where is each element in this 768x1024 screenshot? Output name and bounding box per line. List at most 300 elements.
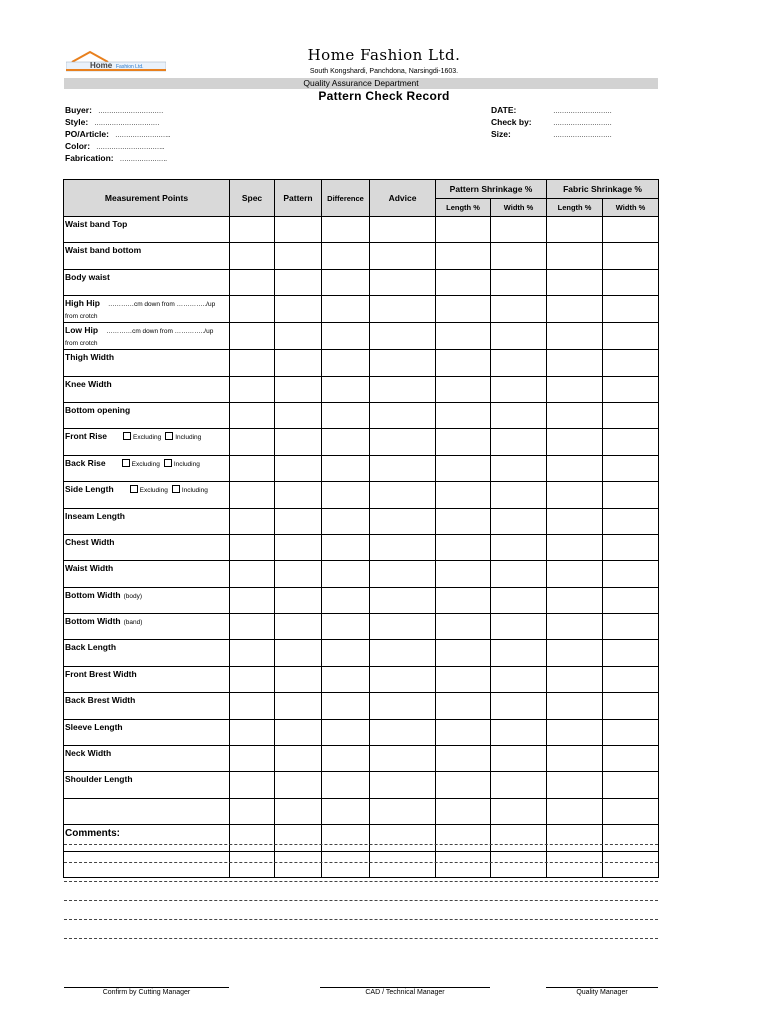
pattern-width-cell[interactable] — [491, 719, 547, 745]
pattern-length-cell[interactable] — [436, 402, 491, 428]
pattern-cell[interactable] — [275, 217, 322, 243]
excluding-label: Excluding — [133, 434, 162, 442]
spec-cell[interactable] — [230, 851, 275, 877]
quality-manager-signature-line[interactable] — [546, 987, 658, 988]
check-by-value: ……………………… — [553, 120, 612, 127]
fabric-length-cell[interactable] — [547, 666, 603, 692]
pattern-cell[interactable] — [275, 587, 322, 613]
difference-cell[interactable] — [322, 719, 370, 745]
svg-text:Home: Home — [90, 61, 113, 70]
page-title: Pattern Check Record — [318, 89, 450, 103]
fabric-width-cell[interactable] — [603, 243, 659, 269]
difference-cell[interactable] — [322, 825, 370, 851]
date-field[interactable] — [491, 104, 612, 116]
measurement-table — [63, 179, 659, 878]
pattern-cell[interactable] — [275, 482, 322, 508]
fabric-width-cell[interactable] — [603, 269, 659, 295]
pattern-cell[interactable] — [275, 508, 322, 534]
fabric-length-cell[interactable] — [547, 482, 603, 508]
svg-text:Fashion Ltd.: Fashion Ltd. — [116, 64, 144, 70]
fabric-length-cell[interactable] — [547, 455, 603, 481]
difference-cell[interactable] — [322, 429, 370, 455]
measurement-point-label: Waist band bottom — [65, 245, 142, 256]
measurement-point-cell — [64, 561, 230, 587]
spec-cell[interactable] — [230, 269, 275, 295]
difference-cell[interactable] — [322, 640, 370, 666]
fabrication-label: Fabrication: — [65, 153, 114, 163]
header-difference: Difference — [322, 180, 370, 217]
spec-cell[interactable] — [230, 719, 275, 745]
pattern-cell[interactable] — [275, 455, 322, 481]
pattern-cell[interactable] — [275, 825, 322, 851]
measurement-point-cell — [64, 482, 230, 508]
comment-line[interactable] — [64, 844, 658, 845]
pattern-cell[interactable] — [275, 323, 322, 350]
spec-cell[interactable] — [230, 534, 275, 560]
measurement-point-cell — [64, 429, 230, 455]
pattern-length-cell[interactable] — [436, 534, 491, 560]
including-label: Including — [175, 434, 202, 442]
pattern-length-cell[interactable] — [436, 719, 491, 745]
measurement-point-label: Back Length — [65, 642, 117, 653]
pattern-width-cell[interactable] — [491, 693, 547, 719]
fabric-length-cell[interactable] — [547, 719, 603, 745]
difference-cell[interactable] — [322, 269, 370, 295]
pattern-length-cell[interactable] — [436, 243, 491, 269]
fabric-length-cell[interactable] — [547, 376, 603, 402]
spec-cell[interactable] — [230, 561, 275, 587]
pattern-width-cell[interactable] — [491, 217, 547, 243]
fabric-length-cell[interactable] — [547, 217, 603, 243]
spec-cell[interactable] — [230, 614, 275, 640]
pattern-length-cell[interactable] — [436, 640, 491, 666]
advice-cell[interactable] — [370, 429, 436, 455]
advice-cell[interactable] — [370, 350, 436, 376]
measurement-point-label: Chest Width — [65, 536, 115, 547]
fabric-length-cell[interactable] — [547, 614, 603, 640]
spec-cell[interactable] — [230, 640, 275, 666]
fabric-length-cell[interactable] — [547, 772, 603, 798]
comment-line[interactable] — [64, 881, 658, 882]
check-by-field[interactable] — [491, 116, 612, 128]
cutting-manager-signature-line[interactable] — [64, 987, 229, 988]
fabric-width-cell[interactable] — [603, 402, 659, 428]
excluding-checkbox[interactable] — [123, 432, 131, 440]
quality-manager-label: Quality Manager — [576, 989, 628, 996]
fabric-width-cell[interactable] — [603, 719, 659, 745]
including-checkbox[interactable] — [172, 485, 180, 493]
measurement-point-cell — [64, 217, 230, 243]
measurement-point-cell — [64, 772, 230, 798]
table-row — [64, 376, 659, 402]
fabric-length-cell[interactable] — [547, 640, 603, 666]
spec-cell[interactable] — [230, 429, 275, 455]
pattern-length-cell[interactable] — [436, 587, 491, 613]
color-field[interactable] — [65, 140, 170, 152]
pattern-length-cell[interactable] — [436, 376, 491, 402]
pattern-length-cell[interactable] — [436, 296, 491, 323]
fabric-length-cell[interactable] — [547, 269, 603, 295]
style-field[interactable] — [65, 116, 170, 128]
pattern-width-cell[interactable] — [491, 825, 547, 851]
pattern-length-cell[interactable] — [436, 429, 491, 455]
pattern-cell[interactable] — [275, 402, 322, 428]
difference-cell[interactable] — [322, 455, 370, 481]
fabric-width-cell[interactable] — [603, 323, 659, 350]
including-label: Including — [173, 460, 200, 468]
pattern-cell[interactable] — [275, 534, 322, 560]
table-row — [64, 587, 659, 613]
fabric-length-cell[interactable] — [547, 296, 603, 323]
header-spec: Spec — [230, 180, 275, 217]
advice-cell[interactable] — [370, 640, 436, 666]
measurement-point-label: Inseam Length — [65, 510, 125, 521]
fabric-width-cell[interactable] — [603, 296, 659, 323]
spec-cell[interactable] — [230, 482, 275, 508]
date-label: DATE: — [491, 105, 517, 115]
pattern-width-cell[interactable] — [491, 587, 547, 613]
spec-cell[interactable] — [230, 508, 275, 534]
spec-cell[interactable] — [230, 323, 275, 350]
measurement-point-cell — [64, 719, 230, 745]
including-checkbox[interactable] — [165, 432, 173, 440]
pattern-width-cell[interactable] — [491, 851, 547, 877]
advice-cell[interactable] — [370, 402, 436, 428]
pattern-width-cell[interactable] — [491, 640, 547, 666]
pattern-width-cell[interactable] — [491, 534, 547, 560]
buyer-label: Buyer: — [65, 105, 92, 115]
fabric-width-cell[interactable] — [603, 851, 659, 877]
spec-cell[interactable] — [230, 772, 275, 798]
table-row — [64, 269, 659, 295]
pattern-width-cell[interactable] — [491, 508, 547, 534]
spec-cell[interactable] — [230, 402, 275, 428]
pattern-width-cell[interactable] — [491, 350, 547, 376]
difference-cell[interactable] — [322, 614, 370, 640]
pattern-cell[interactable] — [275, 746, 322, 772]
color-value: ………………………….. — [96, 144, 164, 151]
advice-cell[interactable] — [370, 376, 436, 402]
pattern-width-cell[interactable] — [491, 323, 547, 350]
advice-cell[interactable] — [370, 614, 436, 640]
style-value: ………………………… — [94, 120, 160, 127]
measurement-point-label: Bottom opening — [65, 404, 131, 415]
buyer-field[interactable] — [65, 104, 170, 116]
rise-options — [130, 485, 212, 496]
difference-cell[interactable] — [322, 402, 370, 428]
advice-cell[interactable] — [370, 666, 436, 692]
measurement-point-cell — [64, 798, 230, 824]
comment-line[interactable] — [64, 862, 658, 863]
spec-cell[interactable] — [230, 798, 275, 824]
spec-cell[interactable] — [230, 746, 275, 772]
advice-cell[interactable] — [370, 719, 436, 745]
po-article-label: PO/Article: — [65, 129, 109, 139]
fabric-width-cell[interactable] — [603, 561, 659, 587]
pattern-length-cell[interactable] — [436, 217, 491, 243]
fabric-length-cell[interactable] — [547, 746, 603, 772]
fabric-width-cell[interactable] — [603, 825, 659, 851]
fabric-length-cell[interactable] — [547, 429, 603, 455]
measurement-point-label: Waist Width — [65, 563, 114, 574]
including-label: Including — [181, 487, 208, 495]
fabric-length-cell[interactable] — [547, 798, 603, 824]
advice-cell[interactable] — [370, 746, 436, 772]
spec-cell[interactable] — [230, 825, 275, 851]
fabric-length-cell[interactable] — [547, 243, 603, 269]
pattern-width-cell[interactable] — [491, 269, 547, 295]
fabric-width-cell[interactable] — [603, 666, 659, 692]
measurement-point-cell — [64, 693, 230, 719]
advice-cell[interactable] — [370, 243, 436, 269]
fabric-length-cell[interactable] — [547, 508, 603, 534]
measurement-point-label: Side Length — [65, 484, 114, 495]
difference-cell[interactable] — [322, 587, 370, 613]
fabric-length-cell[interactable] — [547, 825, 603, 851]
measurement-point-cell — [64, 640, 230, 666]
spec-cell[interactable] — [230, 693, 275, 719]
pattern-length-cell[interactable] — [436, 772, 491, 798]
measurement-point-label: Bottom Width — [65, 616, 121, 627]
difference-cell[interactable] — [322, 746, 370, 772]
header-fabric-length: Length % — [547, 199, 603, 217]
pattern-cell[interactable] — [275, 376, 322, 402]
po-article-field[interactable] — [65, 128, 170, 140]
difference-cell[interactable] — [322, 798, 370, 824]
advice-cell[interactable] — [370, 296, 436, 323]
pattern-width-cell[interactable] — [491, 746, 547, 772]
difference-cell[interactable] — [322, 693, 370, 719]
hip-note-crotch: from crotch — [65, 340, 98, 348]
fabric-width-cell[interactable] — [603, 482, 659, 508]
excluding-checkbox[interactable] — [130, 485, 138, 493]
difference-cell[interactable] — [322, 350, 370, 376]
table-row — [64, 561, 659, 587]
pattern-cell[interactable] — [275, 666, 322, 692]
pattern-length-cell[interactable] — [436, 746, 491, 772]
department-bar: Quality Assurance Department — [64, 78, 658, 89]
pattern-length-cell[interactable] — [436, 825, 491, 851]
table-row — [64, 296, 659, 323]
fabric-width-cell[interactable] — [603, 429, 659, 455]
measurement-point-label: Front Rise — [65, 431, 108, 442]
pattern-cell[interactable] — [275, 798, 322, 824]
measurement-point-cell — [64, 243, 230, 269]
pattern-length-cell[interactable] — [436, 614, 491, 640]
pattern-cell[interactable] — [275, 693, 322, 719]
pattern-length-cell[interactable] — [436, 350, 491, 376]
cad-manager-signature-line[interactable] — [320, 987, 490, 988]
pattern-width-cell[interactable] — [491, 561, 547, 587]
table-row — [64, 746, 659, 772]
fabric-length-cell[interactable] — [547, 693, 603, 719]
advice-cell[interactable] — [370, 851, 436, 877]
advice-cell[interactable] — [370, 587, 436, 613]
advice-cell[interactable] — [370, 455, 436, 481]
fabric-width-cell[interactable] — [603, 640, 659, 666]
fabric-width-cell[interactable] — [603, 217, 659, 243]
spec-cell[interactable] — [230, 217, 275, 243]
difference-cell[interactable] — [322, 482, 370, 508]
pattern-width-cell[interactable] — [491, 614, 547, 640]
measurement-point-cell — [64, 402, 230, 428]
pattern-length-cell[interactable] — [436, 508, 491, 534]
measurement-point-cell — [64, 350, 230, 376]
advice-cell[interactable] — [370, 217, 436, 243]
pattern-cell[interactable] — [275, 296, 322, 323]
pattern-cell[interactable] — [275, 243, 322, 269]
pattern-length-cell[interactable] — [436, 693, 491, 719]
difference-cell[interactable] — [322, 217, 370, 243]
excluding-checkbox[interactable] — [122, 459, 130, 467]
hip-note: …………cm down from …………../up — [107, 301, 216, 309]
info-fields-left — [65, 104, 170, 164]
comment-line[interactable] — [64, 919, 658, 920]
pattern-length-cell[interactable] — [436, 323, 491, 350]
table-row — [64, 851, 659, 877]
pattern-width-cell[interactable] — [491, 376, 547, 402]
header-pattern-width: Width % — [491, 199, 547, 217]
fabrication-field[interactable] — [65, 152, 170, 164]
pattern-length-cell[interactable] — [436, 666, 491, 692]
advice-cell[interactable] — [370, 772, 436, 798]
fabric-width-cell[interactable] — [603, 455, 659, 481]
advice-cell[interactable] — [370, 323, 436, 350]
measurement-point-label: Low Hip — [65, 325, 99, 336]
pattern-cell[interactable] — [275, 429, 322, 455]
difference-cell[interactable] — [322, 376, 370, 402]
spec-cell[interactable] — [230, 243, 275, 269]
pattern-cell[interactable] — [275, 350, 322, 376]
fabric-width-cell[interactable] — [603, 798, 659, 824]
size-label: Size: — [491, 129, 511, 139]
measurement-point-label: Waist band Top — [65, 219, 128, 229]
difference-cell[interactable] — [322, 243, 370, 269]
fabric-length-cell[interactable] — [547, 402, 603, 428]
pattern-cell[interactable] — [275, 561, 322, 587]
pattern-length-cell[interactable] — [436, 561, 491, 587]
pattern-width-cell[interactable] — [491, 666, 547, 692]
fabric-width-cell[interactable] — [603, 508, 659, 534]
spec-cell[interactable] — [230, 455, 275, 481]
pattern-length-cell[interactable] — [436, 798, 491, 824]
difference-cell[interactable] — [322, 534, 370, 560]
cutting-manager-label: Confirm by Cutting Manager — [102, 989, 191, 996]
fabric-width-cell[interactable] — [603, 350, 659, 376]
pattern-width-cell[interactable] — [491, 482, 547, 508]
comment-line[interactable] — [64, 938, 658, 939]
measurement-point-sub: (body) — [123, 592, 143, 600]
pattern-length-cell[interactable] — [436, 482, 491, 508]
measurement-point-label: Neck Width — [65, 748, 112, 759]
pattern-width-cell[interactable] — [491, 402, 547, 428]
difference-cell[interactable] — [322, 561, 370, 587]
advice-cell[interactable] — [370, 561, 436, 587]
fabric-width-cell[interactable] — [603, 746, 659, 772]
difference-cell[interactable] — [322, 508, 370, 534]
measurement-point-cell — [64, 376, 230, 402]
pattern-length-cell[interactable] — [436, 851, 491, 877]
advice-cell[interactable] — [370, 534, 436, 560]
pattern-cell[interactable] — [275, 269, 322, 295]
pattern-cell[interactable] — [275, 614, 322, 640]
pattern-width-cell[interactable] — [491, 296, 547, 323]
advice-cell[interactable] — [370, 482, 436, 508]
fabric-width-cell[interactable] — [603, 772, 659, 798]
header-fabric-width: Width % — [603, 199, 659, 217]
fabric-width-cell[interactable] — [603, 693, 659, 719]
advice-cell[interactable] — [370, 269, 436, 295]
table-row — [64, 640, 659, 666]
pattern-width-cell[interactable] — [491, 429, 547, 455]
spec-cell[interactable] — [230, 666, 275, 692]
spec-cell[interactable] — [230, 350, 275, 376]
fabric-length-cell[interactable] — [547, 851, 603, 877]
advice-cell[interactable] — [370, 825, 436, 851]
rise-options — [122, 459, 204, 470]
hip-note-crotch: from crotch — [65, 313, 98, 321]
including-checkbox[interactable] — [164, 459, 172, 467]
table-row — [64, 243, 659, 269]
spec-cell[interactable] — [230, 296, 275, 323]
difference-cell[interactable] — [322, 772, 370, 798]
measurement-point-label: Sleeve Length — [65, 721, 123, 732]
difference-cell[interactable] — [322, 666, 370, 692]
measurement-point-cell — [64, 508, 230, 534]
date-value: ……………………… — [553, 108, 612, 115]
table-row — [64, 825, 659, 851]
spec-cell[interactable] — [230, 587, 275, 613]
table-row — [64, 614, 659, 640]
advice-cell[interactable] — [370, 798, 436, 824]
difference-cell[interactable] — [322, 851, 370, 877]
fabric-length-cell[interactable] — [547, 323, 603, 350]
advice-cell[interactable] — [370, 508, 436, 534]
fabric-width-cell[interactable] — [603, 587, 659, 613]
pattern-cell[interactable] — [275, 772, 322, 798]
difference-cell[interactable] — [322, 323, 370, 350]
table-row — [64, 534, 659, 560]
pattern-cell[interactable] — [275, 851, 322, 877]
pattern-width-cell[interactable] — [491, 243, 547, 269]
fabric-length-cell[interactable] — [547, 587, 603, 613]
pattern-cell[interactable] — [275, 719, 322, 745]
table-row — [64, 402, 659, 428]
color-label: Color: — [65, 141, 91, 151]
header-measurement-points: Measurement Points — [64, 180, 230, 217]
comment-line[interactable] — [64, 900, 658, 901]
fabric-length-cell[interactable] — [547, 534, 603, 560]
pattern-cell[interactable] — [275, 640, 322, 666]
measurement-point-cell — [64, 455, 230, 481]
fabric-width-cell[interactable] — [603, 376, 659, 402]
measurement-point-label: Front Brest Width — [65, 668, 137, 679]
pattern-length-cell[interactable] — [436, 455, 491, 481]
pattern-width-cell[interactable] — [491, 455, 547, 481]
difference-cell[interactable] — [322, 296, 370, 323]
fabric-width-cell[interactable] — [603, 614, 659, 640]
pattern-width-cell[interactable] — [491, 772, 547, 798]
company-name: Home Fashion Ltd. — [307, 46, 461, 64]
fabric-length-cell[interactable] — [547, 350, 603, 376]
fabric-width-cell[interactable] — [603, 534, 659, 560]
pattern-width-cell[interactable] — [491, 798, 547, 824]
size-field[interactable] — [491, 128, 612, 140]
spec-cell[interactable] — [230, 376, 275, 402]
advice-cell[interactable] — [370, 693, 436, 719]
pattern-length-cell[interactable] — [436, 269, 491, 295]
fabric-length-cell[interactable] — [547, 561, 603, 587]
